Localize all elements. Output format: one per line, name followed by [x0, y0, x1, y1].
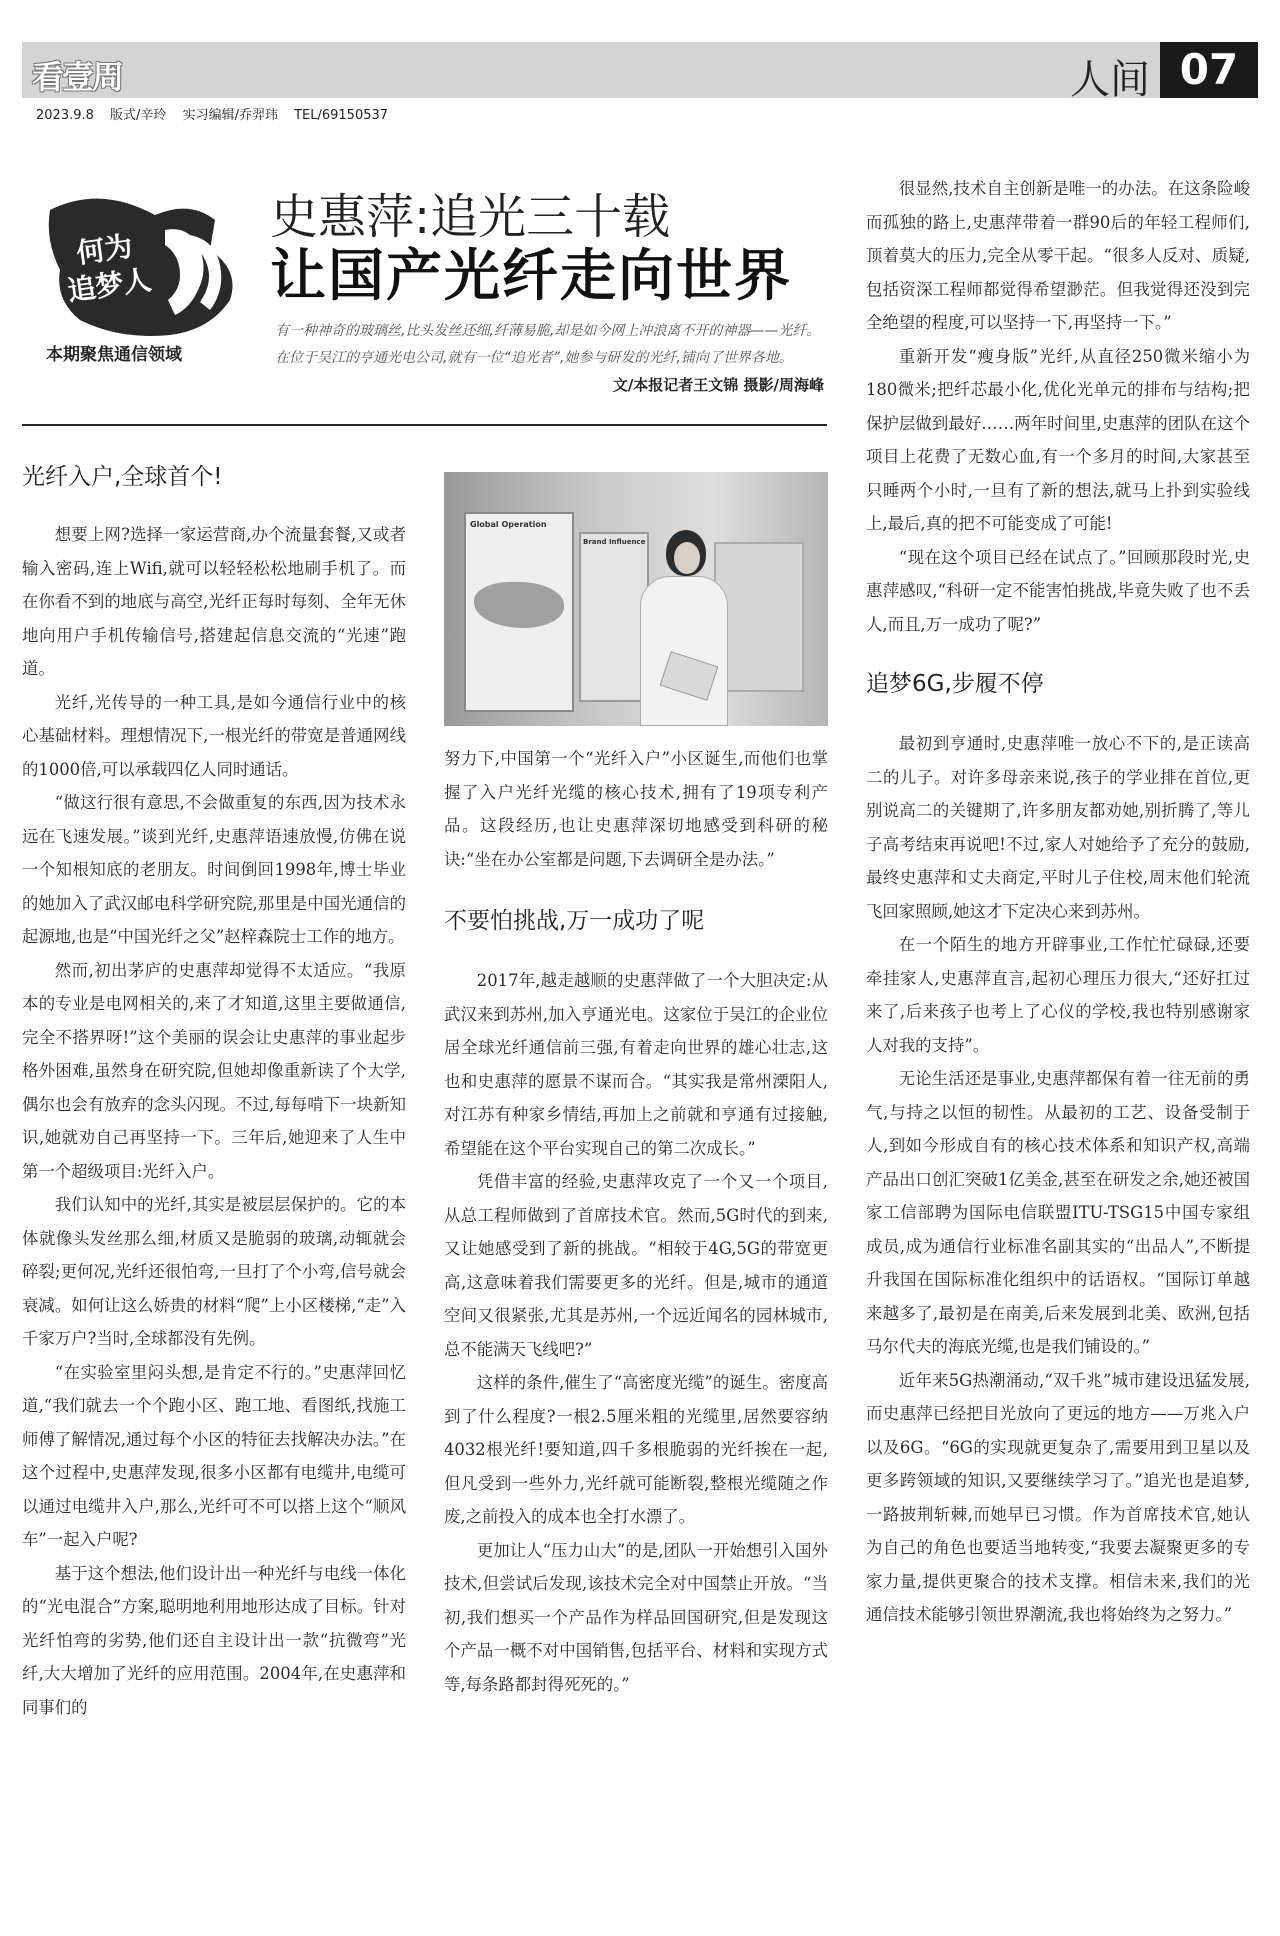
section-title: 人间: [1070, 57, 1150, 103]
paragraph: 凭借丰富的经验,史惠萍攻克了一个又一个项目,从总工程师做到了首席技术官。然而,5G时代的到来,又让她感受到了新的挑战。“相较于4G,5G的带宽更高,这意味着我们需要更多的光纤。但是,城市的通道空间又很紧张,尤其是苏州,一个远近闻名的园林城市,总不能满天飞线吧?”: [444, 1172, 828, 1359]
paragraph: 2017年,越走越顺的史惠萍做了一个大胆决定:从武汉来到苏州,加入亨通光电。这家位于吴江的企业位居全球光纤通信前三强,有着走向世界的雄心壮志,这也和史惠萍的愿景不谋而合。“其实我是常州溧阳人,对江苏有种家乡情结,再加上之前就和亨通有过接触,希望能在这个平台实现自己的第二次成长。”: [444, 971, 828, 1158]
page-number: 07: [1160, 42, 1258, 98]
title-divider: [22, 424, 827, 426]
portrait-photo: [444, 472, 828, 726]
exhibit-board: [579, 532, 649, 702]
paragraph: 近年来5G热潮涌动,“双千兆”城市建设迅猛发展,而史惠萍已经把目光放向了更远的地方——万兆入户以及6G。“6G的实现就更复杂了,需要用到卫星以及更多跨领域的知识,又要继续学习了。”追光也是追梦,一路披荆斩棘,而她早已习惯。作为首席技术官,她认为自己的角色也要适当地转变,“我要去凝聚更多的专家力量,提供更聚合的技术支撑。相信未来,我们的光通信技术能够引领世界潮流,我也将始终为之努力。”: [866, 1370, 1250, 1624]
byline: 文/本报记者王文锦 摄影/周海峰: [612, 376, 824, 394]
headline-primary: 史惠萍:追光三十载: [270, 189, 671, 245]
paragraph: “做这行很有意思,不会做重复的东西,因为技术永远在飞速发展。”谈到光纤,史惠萍语速放慢,仿佛在说一个知根知底的老朋友。时间倒回1998年,博士毕业的她加入了武汉邮电科学研究院,那里是中国光通信的起源地,也是“中国光纤之父”赵梓森院士工作的地方。: [22, 793, 406, 946]
paragraph: 更加让人“压力山大”的是,团队一开始想引入国外技术,但尝试后发现,该技术完全对中国禁止开放。“当初,我们想买一个产品作为样品回国研究,但是发现这个产品一概不对中国销售,包括平台、材料和实现方式等,每条路都封得死死的。”: [444, 1540, 828, 1694]
paragraph: 最初到亨通时,史惠萍唯一放心不下的,是正读高二的儿子。对许多母亲来说,孩子的学业排在首位,更别说高二的关键期了,许多朋友都劝她,别折腾了,等儿子高考结束再说吧!不过,家人对她给予了充分的鼓励,最终史惠萍和丈夫商定,平时儿子住校,周末他们轮流飞回家照顾,她这才下定决心来到苏州。: [866, 734, 1250, 921]
issue-date: 2023.9.8: [36, 108, 94, 123]
paragraph: 我们认知中的光纤,其实是被层层保护的。它的本体就像头发丝那么细,材质又是脆弱的玻璃,动辄就会碎裂;更何况,光纤还很怕弯,一旦打了个小弯,信号就会衰减。如何让这么娇贵的材料“爬”上小区楼梯,“走”入千家万户?当时,全球都没有先例。: [22, 1195, 406, 1348]
issue-meta: [36, 104, 400, 123]
section-heading: 追梦6G,步履不停: [866, 671, 1044, 697]
article-column-1: [22, 460, 406, 1724]
exhibit-sign: Global Operation: [470, 520, 547, 529]
paragraph: 很显然,技术自主创新是唯一的办法。在这条险峻而孤独的路上,史惠萍带着一群90后的年轻工程师们,顶着莫大的压力,完全从零干起。“很多人反对、质疑,包括资深工程师都觉得希望渺茫。但我觉得还没到完全绝望的程度,可以坚持一下,再坚持一下。”: [866, 179, 1250, 332]
paragraph: 努力下,中国第一个“光纤入户”小区诞生,而他们也掌握了入户光纤光缆的核心技术,拥有了19项专利产品。这段经历,也让史惠萍深切地感受到科研的秘诀:“坐在办公室都是问题,下去调研全是办法。”: [444, 749, 828, 869]
masthead: [22, 42, 1258, 103]
paragraph: 重新开发“瘦身版”光纤,从直径250微米缩小为180微米;把纤芯最小化,优化光单元的排布与结构;把保护层做到最好……两年时间里,史惠萍的团队在这个项目上花费了无数心血,有一个多月的时间,大家甚至只睡两个小时,一旦有了新的想法,就马上扑到实验线上,最后,真的把不可能变成了可能!: [866, 346, 1250, 533]
paragraph: 然而,初出茅庐的史惠萍却觉得不太适应。“我原本的专业是电网相关的,来了才知道,这里主要做通信,完全不搭界呀!”这个美丽的误会让史惠萍的事业起步格外困难,虽然身在研究院,但她却像重新读了个大学,偶尔也会有放弃的念头闪现。不过,每每啃下一块新知识,她就劝自己再坚持一下。三年后,她迎来了人生中第一个超级项目:光纤入户。: [22, 960, 406, 1181]
paragraph: 基于这个想法,他们设计出一种光纤与电线一体化的“光电混合”方案,聪明地利用地形达成了目标。针对光纤怕弯的劣势,他们还自主设计出一款“抗微弯”光纤,大大增加了光纤的应用范围。2004年,在史惠萍和同事们的: [22, 1563, 406, 1717]
paragraph: 无论生活还是事业,史惠萍都保有着一往无前的勇气,与持之以恒的韧性。从最初的工艺、设备受制于人,到如今形成自有的核心技术体系和知识产权,高端产品出口创汇突破1亿美金,甚至在研发之余,她还被国家工信部聘为国际电信联盟ITU-TSG15中国专家组成员,成为通信行业标准名副其实的“出品人”,不断提升我国在国际标准化组织中的话语权。“国际订单越来越多了,最初是在南美,后来发展到北美、欧洲,包括马尔代夫的海底光缆,也是我们铺设的。”: [866, 1069, 1250, 1356]
section-heading: 不要怕挑战,万一成功了呢: [444, 908, 705, 934]
headline-secondary: 让国产光纤走向世界: [270, 243, 792, 309]
article-column-2: [444, 742, 828, 1701]
badge-text: 何为 追梦人: [65, 229, 154, 308]
paragraph: 想要上网?选择一家运营商,办个流量套餐,又或者输入密码,连上Wifi,就可以轻轻松松地刷手机了。而在你看不到的地底与高空,光纤正每时每刻、全年无休地向用户手机传输信号,搭建起信息交流的“光速”跑道。: [22, 525, 406, 678]
telephone: TEL/69150537: [294, 108, 389, 123]
paragraph: “在实验室里闷头想,是肯定不行的。”史惠萍回忆道,“我们就去一个个跑小区、跑工地、看图纸,找施工师傅了解情况,通过每个小区的特征去找解决办法。”在这个过程中,史惠萍发现,很多小区都有电缆井,电缆可以通过电缆井入户,那么,光纤可不可以搭上这个“顺风车”一起入户呢?: [22, 1362, 406, 1549]
newspaper-logo: 看壹周: [32, 58, 123, 96]
focus-label: 本期聚焦通信领域: [46, 345, 182, 365]
lead-paragraph: 有一种神奇的玻璃丝,比头发丝还细,纤薄易脆,却是如今网上冲浪离不开的神器——光纤。在位于吴江的亨通光电公司,就有一位“追光者”,她参与研发的光纤,铺向了世界各地。: [275, 323, 821, 366]
person-face: [674, 542, 700, 574]
article-column-3: [866, 172, 1250, 1632]
editor-credit: 实习编辑/乔羿玮: [182, 108, 278, 123]
paragraph: 光纤,光传导的一种工具,是如今通信行业中的核心基础材料。理想情况下,一根光纤的带宽是普通网线的1000倍,可以承载四亿人同时通话。: [22, 692, 406, 779]
person-figure: [640, 576, 728, 726]
paragraph: “现在这个项目已经在试点了。”回顾那段时光,史惠萍感叹,“科研一定不能害怕挑战,毕竟失败了也不丢人,而且,万一成功了呢?”: [866, 547, 1250, 634]
section-heading: 光纤入户,全球首个!: [22, 464, 223, 490]
paragraph: 在一个陌生的地方开辟事业,工作忙忙碌碌,还要牵挂家人,史惠萍直言,起初心理压力很大,“还好扛过来了,后来孩子也考上了心仪的学校,我也特别感谢家人对我的支持”。: [866, 935, 1250, 1055]
exhibit-sign: Brand Influence: [583, 538, 646, 546]
paragraph: 这样的条件,催生了“高密度光缆”的诞生。密度高到了什么程度?一根2.5厘米粗的光缆里,居然要容纳4032根光纤!要知道,四千多根脆弱的光纤挨在一起,但凡受到一些外力,光纤就可能断裂,整根光缆随之作废,之前投入的成本也全打水漂了。: [444, 1373, 828, 1526]
layout-credit: 版式/辛玲: [110, 108, 167, 123]
